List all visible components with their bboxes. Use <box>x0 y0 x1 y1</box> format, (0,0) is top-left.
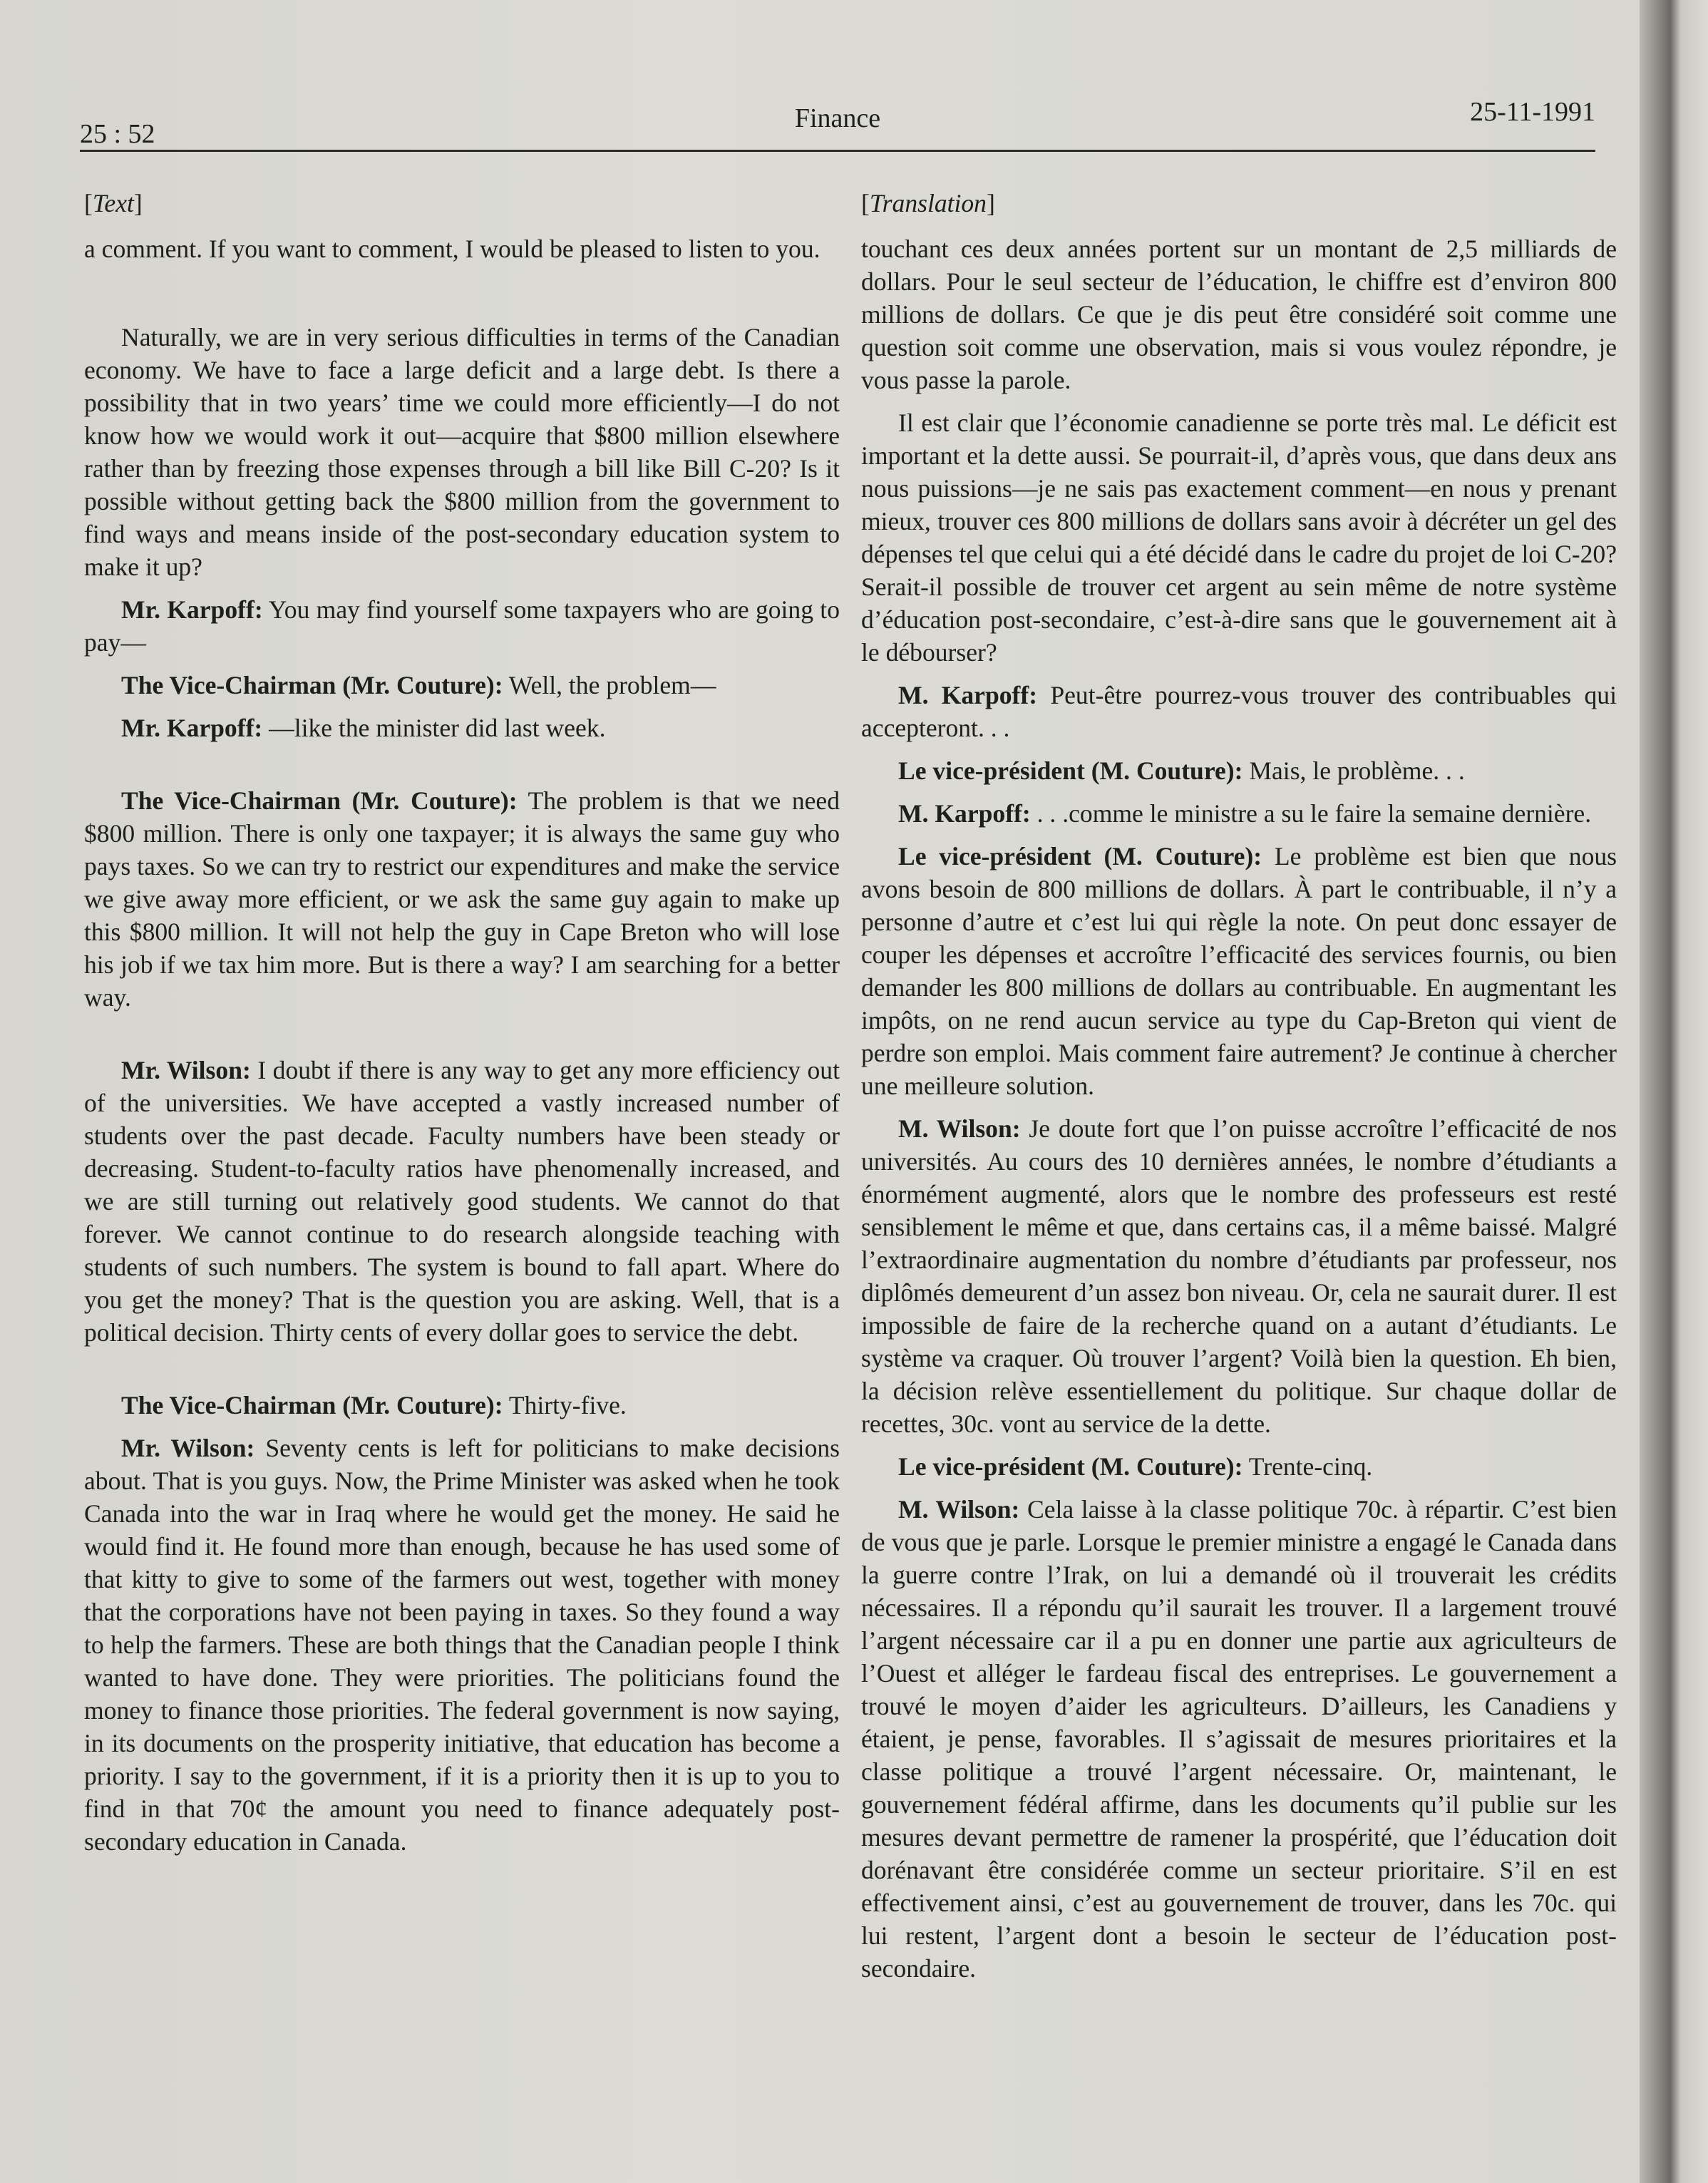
speech-text: I doubt if there is any way to get any more efficiency out of the universities. We have accepted a vastly increased number of students over the past decade. Faculty numbers have been steady or decreasing. Student-to-faculty ratios have phenomenally increased, and we are still turning out relatively good students. We cannot do that forever. We cannot continue to do research alongside teaching with students of such numbers. The system is bound to fall apart. Where do you get the money? That is the question you are asking. Well, that is a political decision. Thirty cents of every dollar goes to service the debt. <box>84 1056 840 1347</box>
section-title: Finance <box>794 103 881 133</box>
paragraph: touchant ces deux années portent sur un montant de 2,5 milliards de dollars. Pour le seul secteur de l’éducation, le chiffre est d’environ 800 millions de dollars. Ce que je dis peut être considéré soit comme une question soit comme une observation, mais si vous voulez répondre, je vous passe la parole. <box>861 235 1617 394</box>
speaker-name: Mr. Wilson: <box>121 1434 255 1462</box>
speech-text: . . .comme le ministre a su le faire la semaine dernière. <box>1030 799 1592 828</box>
speaker-name: Mr. Wilson: <box>121 1056 251 1084</box>
paragraph: Naturally, we are in very serious difficulties in terms of the Canadian economy. We have to face a large deficit and a large debt. Is there a possibility that in two years’ time we could more efficiently—I do not know how we would work it out—acquire that $800 million elsewhere rather than by freezing those expenses through a bill like Bill C-20? Is it possible without getting back the $800 million from the government to find ways and means inside of the post-secondary education system to make it up? <box>84 323 840 581</box>
paragraph <box>861 1112 1617 1440</box>
paragraph <box>84 1432 840 1858</box>
speech-text: —like the minister did last week. <box>262 714 606 742</box>
paragraph <box>84 593 840 659</box>
speaker-name: Le vice-président (M. Couture): <box>898 1452 1243 1481</box>
speech-text: Thirty-five. <box>503 1391 627 1419</box>
paragraph <box>84 784 840 1014</box>
paragraph <box>84 669 840 702</box>
speaker-name: M. Karpoff: <box>898 799 1031 828</box>
page-header <box>80 93 1595 152</box>
french-column <box>861 187 1617 1995</box>
page-reference: 25 : 52 <box>80 119 155 149</box>
speaker-name: Mr. Karpoff: <box>121 595 263 624</box>
paragraph: a comment. If you want to comment, I would be pleased to listen to you. <box>84 235 820 263</box>
book-gutter <box>1640 0 1708 2183</box>
speech-text: Mais, le problème. . . <box>1243 756 1465 785</box>
speaker-name: Le vice-président (M. Couture): <box>898 842 1262 870</box>
paragraph <box>861 679 1617 744</box>
speech-text: Trente-cinq. <box>1243 1452 1373 1481</box>
paragraph <box>84 1389 840 1422</box>
speech-text: You may find yourself some taxpayers who are going to pay— <box>84 595 840 657</box>
paragraph <box>84 712 840 744</box>
speaker-name: M. Wilson: <box>898 1114 1021 1143</box>
language-tag-label: Translation <box>869 189 987 217</box>
speaker-name: M. Wilson: <box>898 1495 1020 1524</box>
speaker-name: The Vice-Chairman (Mr. Couture): <box>121 671 503 699</box>
speech-text: Je doute fort que l’on puisse accroître l’efficacité de nos universités. Au cours des 10 dernières années, le nombre d’étudiants a énormément augmenté, alors que le nombre des professeurs est resté sensiblement le même et que, dans certains cas, il a même baissé. Malgré l’extraordinaire augmentation du nombre d’étudiants par professeur, nos diplômés demeurent d’un assez bon niveau. Or, cela ne saurait durer. Il est impossible de faire de la recherche quand on a autant d’étudiants. Le système va craquer. Où trouver l’argent? Voilà bien la question. Eh bien, la décision relève essentiellement du politique. Sur chaque dollar de recettes, 30c. vont au service de la dette. <box>861 1114 1617 1438</box>
paragraph: Il est clair que l’économie canadienne se porte très mal. Le déficit est important et la dette aussi. Se pourrait-il, d’après vous, que dans deux ans nous puissions—je ne sais pas exactement comment—en nous y prenant mieux, trouver ces 800 millions de dollars sans avoir à décréter un gel des dépenses tel que celui qui a été décidé dans le cadre du projet de loi C-20? Serait-il possible de trouver cet argent au sein même de notre système d’éducation post-secondaire, c’est-à-dire sans que le gouvernement ait à le débourser? <box>861 409 1617 667</box>
language-tag-french: [Translation] <box>861 189 995 217</box>
speech-text: Well, the problem— <box>503 671 716 699</box>
speech-text: The problem is that we need $800 million. There is only one taxpayer; it is always the same guy who pays taxes. So we can try to restrict our expenditures and make the service we give away more efficient, or we ask the same guy again to make up this $800 million. It will not help the guy in Cape Breton who will lose his job if we tax him more. But is there a way? I am searching for a better way. <box>84 786 840 1012</box>
speaker-name: Le vice-président (M. Couture): <box>898 756 1243 785</box>
paragraph <box>861 1450 1617 1483</box>
language-tag-english: [Text] <box>84 189 143 217</box>
speaker-name: Mr. Karpoff: <box>121 714 263 742</box>
language-tag-label: Text <box>92 189 134 217</box>
speaker-name: M. Karpoff: <box>898 681 1038 709</box>
speech-text: Cela laisse à la classe politique 70c. à répartir. C’est bien de vous que je parle. Lorsque le premier ministre a engagé le Canada dans la guerre contre l’Irak, on lui a demandé où il trouverait les crédits nécessaires. Il a répondu qu’il saurait les trouver. Il a largement trouvé l’argent nécessaire car il a pu en donner une partie aux agriculteurs de l’Ouest et alléger le fardeau fiscal des entreprises. Le gouvernement a trouvé le moyen d’aider les agriculteurs. D’ailleurs, les Canadiens y étaient, je pense, favorables. Il s’agissait de mesures prioritaires et la classe politique a trouvé l’argent nécessaire. Or, maintenant, le gouvernement fédéral affirme, dans les documents qu’il publie sur les mesures devant permettre de ramener la prospérité, que l’éducation doit dorénavant être considérée comme un secteur prioritaire. S’il en est effectivement ainsi, c’est au gouvernement de trouver, dans les 70c. qui lui restent, l’argent dont a besoin le secteur de l’éducation post-secondaire. <box>861 1495 1617 1983</box>
header-date: 25-11-1991 <box>1470 97 1595 127</box>
speaker-name: The Vice-Chairman (Mr. Couture): <box>121 1391 503 1419</box>
paragraph <box>861 1493 1617 1985</box>
speech-text: Le problème est bien que nous avons besoin de 800 millions de dollars. À part le contribuable, il n’y a personne d’autre et c’est lui qui règle la note. On peut donc essayer de couper les dépenses et accroître l’efficacité des services fournis, ou bien demander les 800 millions de dollars au contribuable. En augmentant les impôts, on ne rend aucun service au type du Cap-Breton qui vient de perdre son emploi. Mais comment faire autrement? Je continue à chercher une meilleure solution. <box>861 842 1617 1100</box>
paragraph <box>861 754 1617 787</box>
speech-text: Peut-être pourrez-vous trouver des contribuables qui accepteront. . . <box>861 681 1617 742</box>
speaker-name: The Vice-Chairman (Mr. Couture): <box>121 786 518 815</box>
speech-text: Seventy cents is left for politicians to make decisions about. That is you guys. Now, the Prime Minister was asked when he took Canada into the war in Iraq where he would get the money. He said he would find it. He found more than enough, because he has used some of that kitty to give to some of the farmers out west, together with money that the corporations have not been paying in taxes. So they found a way to help the farmers. These are both things that the Canadian people I think wanted to have done. They were priorities. The politicians found the money to finance those priorities. The federal government is now saying, in its documents on the prosperity initiative, that education has become a priority. I say to the government, if it is a priority then it is up to you to find in that 70¢ the amount you need to finance adequately post-secondary education in Canada. <box>84 1434 840 1856</box>
english-column <box>84 187 840 1868</box>
paragraph <box>861 840 1617 1102</box>
paragraph <box>84 1054 840 1349</box>
paragraph <box>861 797 1617 830</box>
